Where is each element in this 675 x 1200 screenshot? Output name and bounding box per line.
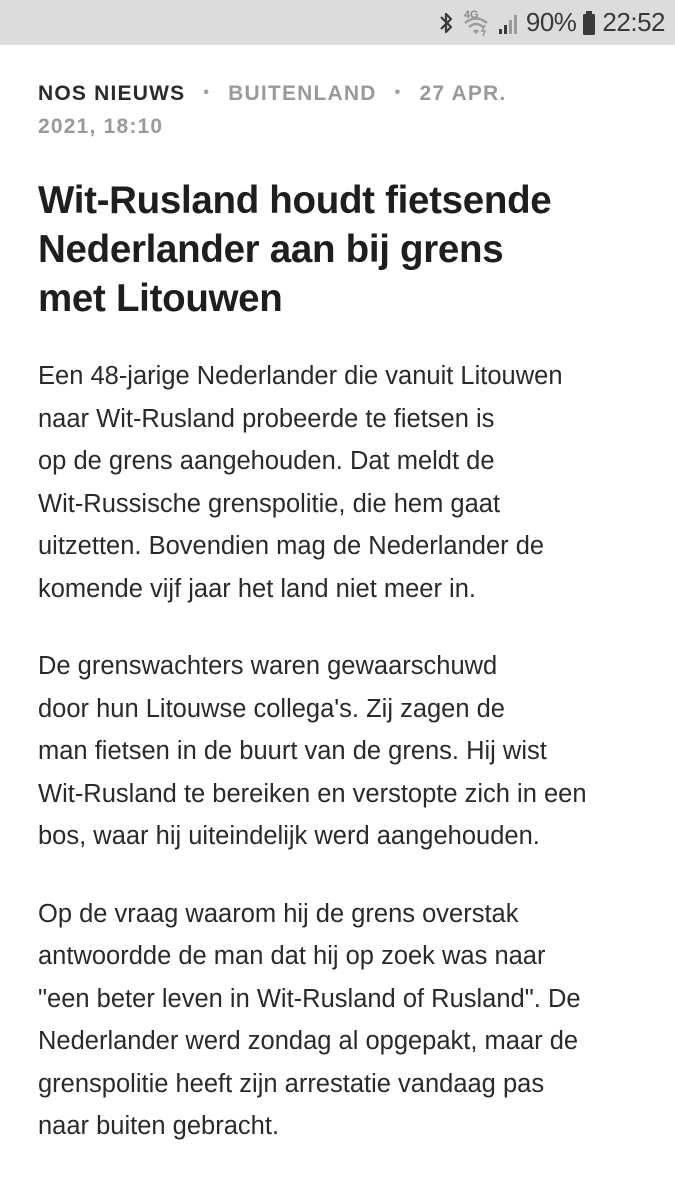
paragraph-line: Wit-Russische grenspolitie, die hem gaat	[38, 489, 501, 518]
category-label[interactable]: BUITENLAND	[228, 82, 377, 105]
publish-date-time: 2021, 18:10	[38, 115, 164, 138]
paragraph-line: man fietsen in de buurt van de grens. Hij wist	[38, 737, 547, 765]
battery-percentage: 90%	[525, 7, 577, 37]
network-type-label: 4G	[463, 8, 479, 21]
signal-icon	[498, 11, 518, 35]
publish-date: 27 APR.	[419, 82, 507, 105]
title-line: Nederlander aan bij grens	[38, 228, 504, 271]
article-paragraph-3	[38, 893, 638, 1148]
status-bar	[0, 0, 675, 45]
separator-dot: •	[394, 84, 402, 101]
article-paragraph-1	[38, 355, 638, 610]
paragraph-line: "een beter leven in Wit-Rusland of Rusland". De	[38, 984, 581, 1013]
paragraph-line: De grenswachters waren gewaarschuwd	[38, 652, 498, 680]
source-label[interactable]: NOS NIEUWS	[38, 82, 186, 105]
paragraph-line: Een 48-jarige Nederlander die vanuit Litouwen	[38, 362, 563, 390]
paragraph-line: uitzetten. Bovendien mag de Nederlander de	[38, 532, 545, 560]
battery-icon	[582, 10, 596, 36]
article	[38, 78, 638, 1148]
paragraph-line: op de grens aangehouden. Dat meldt de	[38, 447, 495, 475]
separator-dot: •	[203, 84, 211, 101]
bluetooth-icon	[438, 11, 454, 35]
paragraph-line: Nederlander werd zondag al opgepakt, maar de	[38, 1027, 579, 1055]
paragraph-line: antwoordde de man dat hij op zoek was naar	[38, 942, 546, 970]
paragraph-line: Wit-Rusland te bereiken en verstopte zich in een	[38, 779, 587, 808]
title-line: met Litouwen	[38, 277, 283, 320]
paragraph-line: Op de vraag waarom hij de grens overstak	[38, 899, 519, 928]
paragraph-line: komende vijf jaar het land niet meer in.	[38, 574, 476, 603]
paragraph-line: naar Wit-Rusland probeerde te fietsen is	[38, 404, 495, 433]
wifi-icon	[462, 10, 490, 36]
paragraph-line: grenspolitie heeft zijn arrestatie vandaag pas	[38, 1069, 545, 1098]
paragraph-line: door hun Litouwse collega's. Zij zagen de	[38, 694, 505, 723]
paragraph-line: naar buiten gebracht.	[38, 1112, 280, 1140]
article-paragraph-2	[38, 645, 638, 858]
clock: 22:52	[602, 7, 665, 37]
paragraph-line: bos, waar hij uiteindelijk werd aangehouden.	[38, 822, 540, 850]
title-line: Wit-Rusland houdt fietsende	[38, 179, 552, 222]
article-title	[38, 176, 638, 323]
article-meta	[38, 78, 638, 142]
